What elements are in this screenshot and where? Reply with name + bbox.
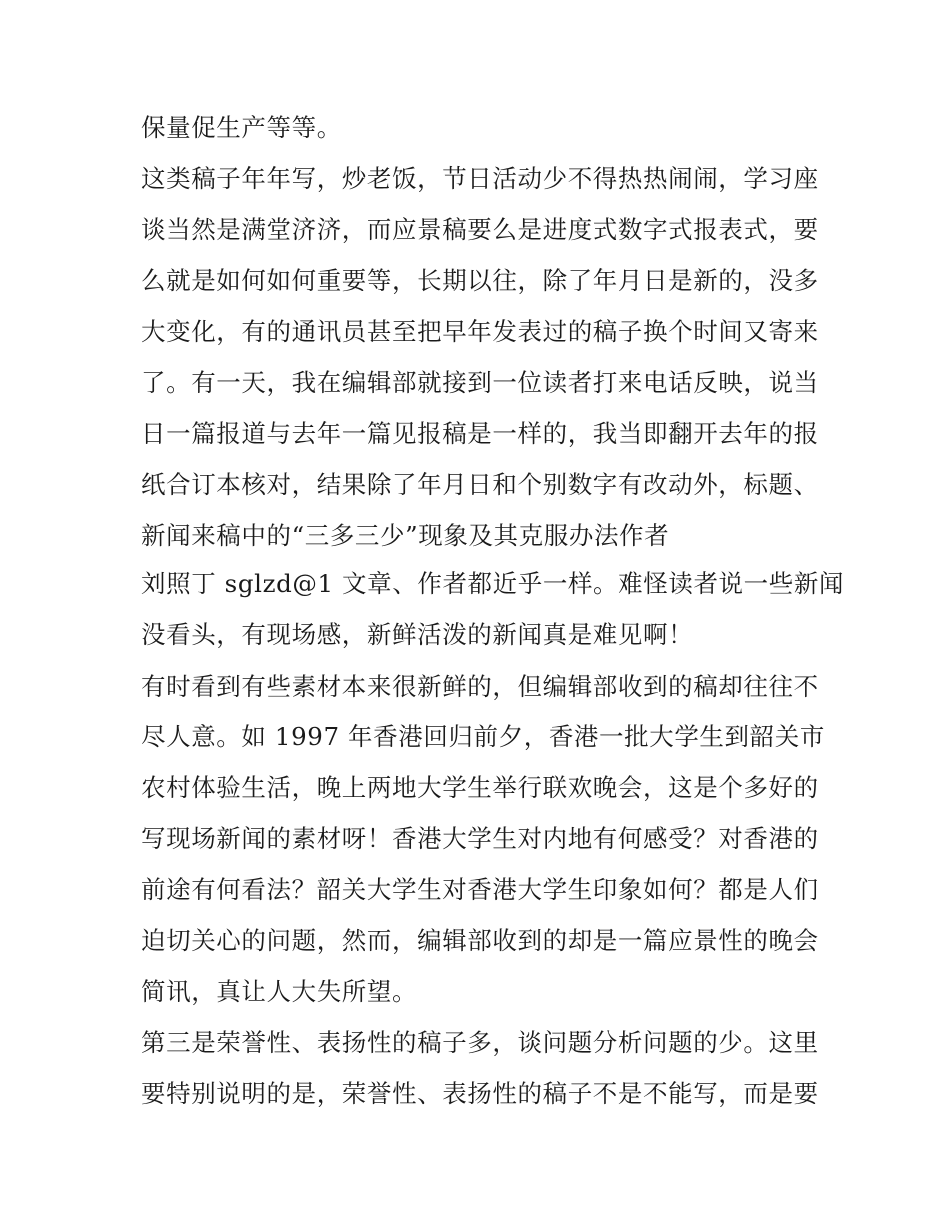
text-line: 日一篇报道与去年一篇见报稿是一样的，我当即翻开去年的报 (141, 419, 819, 448)
text-line: 么就是如何如何重要等，长期以往，除了年月日是新的，没多 (141, 266, 819, 295)
text-line: 有时看到有些素材本来很新鲜的，但编辑部收到的稿却往往不 (141, 672, 819, 701)
author-line: 刘照丁 sglzd@1 文章、作者都近乎一样。难怪读者说一些新闻 (141, 569, 845, 598)
text-line: 了。有一天，我在编辑部就接到一位读者打来电话反映，说当 (141, 368, 819, 397)
text-line: 写现场新闻的素材呀！香港大学生对内地有何感受？对香港的 (141, 824, 819, 853)
text-line: 谈当然是满堂济济，而应景稿要么是进度式数字式报表式，要 (141, 215, 819, 244)
text-line: 农村体验生活，晚上两地大学生举行联欢晚会，这是个多好的 (141, 773, 819, 802)
text-line: 这类稿子年年写，炒老饭，节日活动少不得热热闹闹，学习座 (141, 164, 819, 193)
text-line: 没看头，有现场感，新鲜活泼的新闻真是难见啊！ (141, 620, 694, 649)
text-line: 第三是荣誉性、表扬性的稿子多，谈问题分析问题的少。这里 (141, 1028, 819, 1057)
text-line: 前途有何看法？韶关大学生对香港大学生印象如何？都是人们 (141, 875, 819, 904)
text-line: 迫切关心的问题，然而，编辑部收到的却是一篇应景性的晚会 (141, 926, 819, 955)
article-title-line: 新闻来稿中的“三多三少”现象及其克服办法作者 (141, 521, 670, 550)
text-line: 保量促生产等等。 (141, 113, 342, 142)
text-line: 简讯，真让人大失所望。 (141, 977, 418, 1006)
text-line: 要特别说明的是，荣誉性、表扬性的稿子不是不能写，而是要 (141, 1079, 819, 1108)
text-line: 纸合订本核对，结果除了年月日和个别数字有改动外，标题、 (141, 470, 819, 499)
text-line: 大变化，有的通讯员甚至把早年发表过的稿子换个时间又寄来 (141, 317, 819, 346)
text-line: 尽人意。如 1997 年香港回归前夕，香港一批大学生到韶关市 (141, 722, 825, 751)
